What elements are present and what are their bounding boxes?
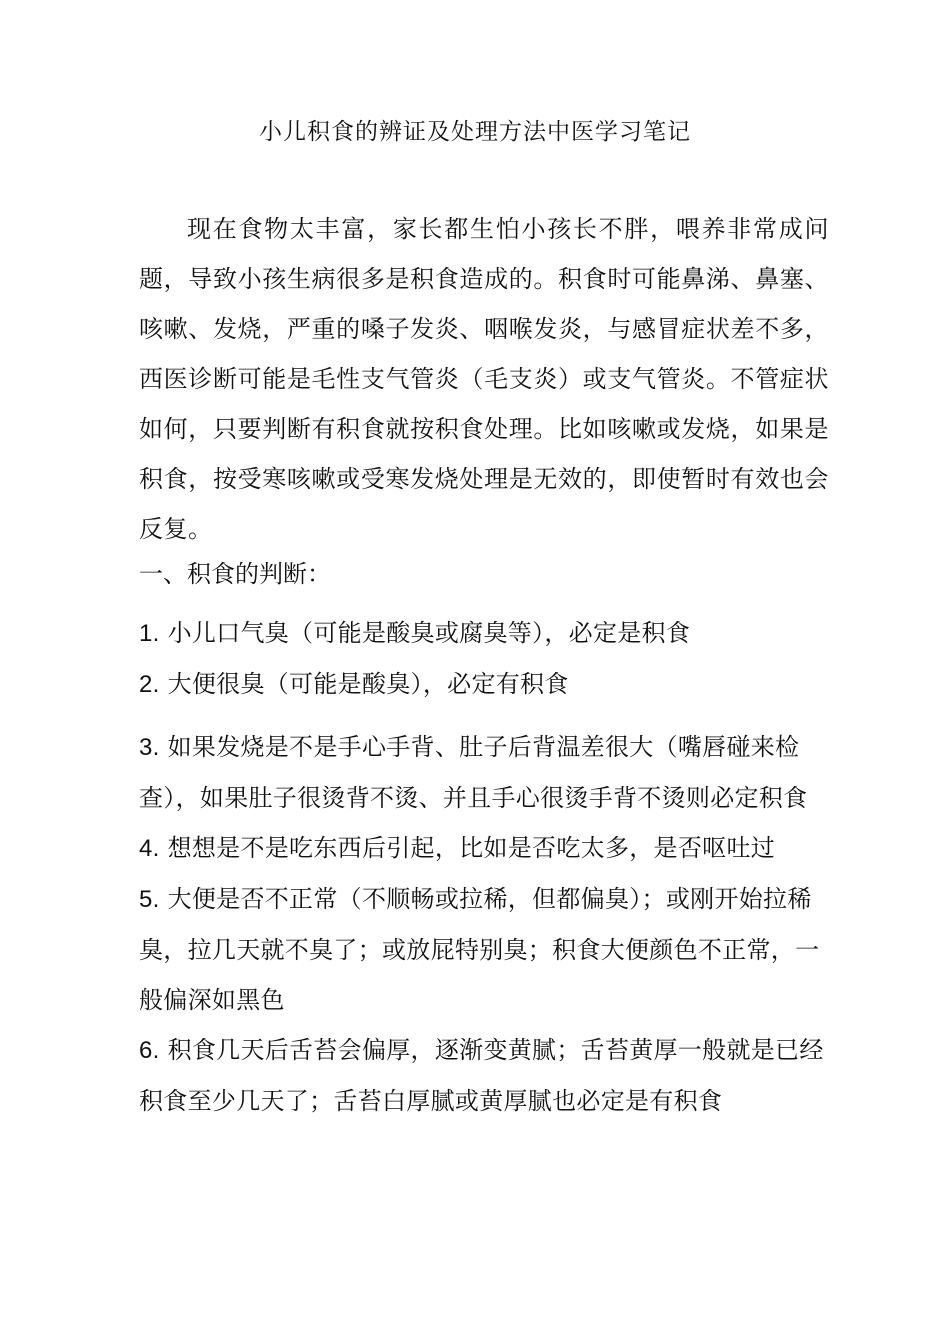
item-text: 大便是否不正常（不顺畅或拉稀，但都偏臭）；或刚开始拉稀臭，拉几天就不臭了；或放屁特别臭；积食大便颜色不正常，一般偏深如黑色 (139, 885, 820, 1014)
item-number: 6. (139, 1037, 160, 1064)
item-number: 1. (139, 620, 160, 647)
item-text: 大便很臭（可能是酸臭），必定有积食 (167, 670, 569, 698)
item-number: 4. (139, 835, 160, 862)
list-item (139, 1025, 829, 1126)
list-item (139, 608, 829, 659)
item-number: 5. (139, 886, 160, 913)
list-item (139, 823, 829, 874)
intro-paragraph: 现在食物太丰富，家长都生怕小孩长不胖，喂养非常成问题，导致小孩生病很多是积食造成的。积食时可能鼻涕、鼻塞、咳嗽、发烧，严重的嗓子发炎、咽喉发炎，与感冒症状差不多，西医诊断可能是毛性支气管炎（毛支炎）或支气管炎。不管症状如何，只要判断有积食就按积食处理。比如咳嗽或发烧，如果是积食，按受寒咳嗽或受寒发烧处理是无效的，即使暂时有效也会反复。 (139, 215, 829, 543)
item-text: 如果发烧是不是手心手背、肚子后背温差很大（嘴唇碰来检查），如果肚子很烫背不烫、并且手心很烫手背不烫则必定积食 (139, 733, 808, 812)
section-heading: 一、积食的判断： (139, 560, 331, 588)
list-item (139, 722, 829, 823)
item-number: 3. (139, 734, 160, 761)
item-text: 想想是不是吃东西后引起，比如是否吃太多，是否呕吐过 (167, 834, 776, 862)
list-item (139, 874, 829, 1025)
item-text: 积食几天后舌苔会偏厚，逐渐变黄腻；舌苔黄厚一般就是已经积食至少几天了；舌苔白厚腻或黄厚腻也必定是有积食 (139, 1036, 824, 1115)
document-title: 小儿积食的辨证及处理方法中医学习笔记 (259, 119, 691, 145)
item-number: 2. (139, 671, 160, 698)
item-text: 小儿口气臭（可能是酸臭或腐臭等），必定是积食 (167, 619, 691, 647)
list-item (139, 659, 829, 710)
judgment-list (139, 608, 829, 1126)
